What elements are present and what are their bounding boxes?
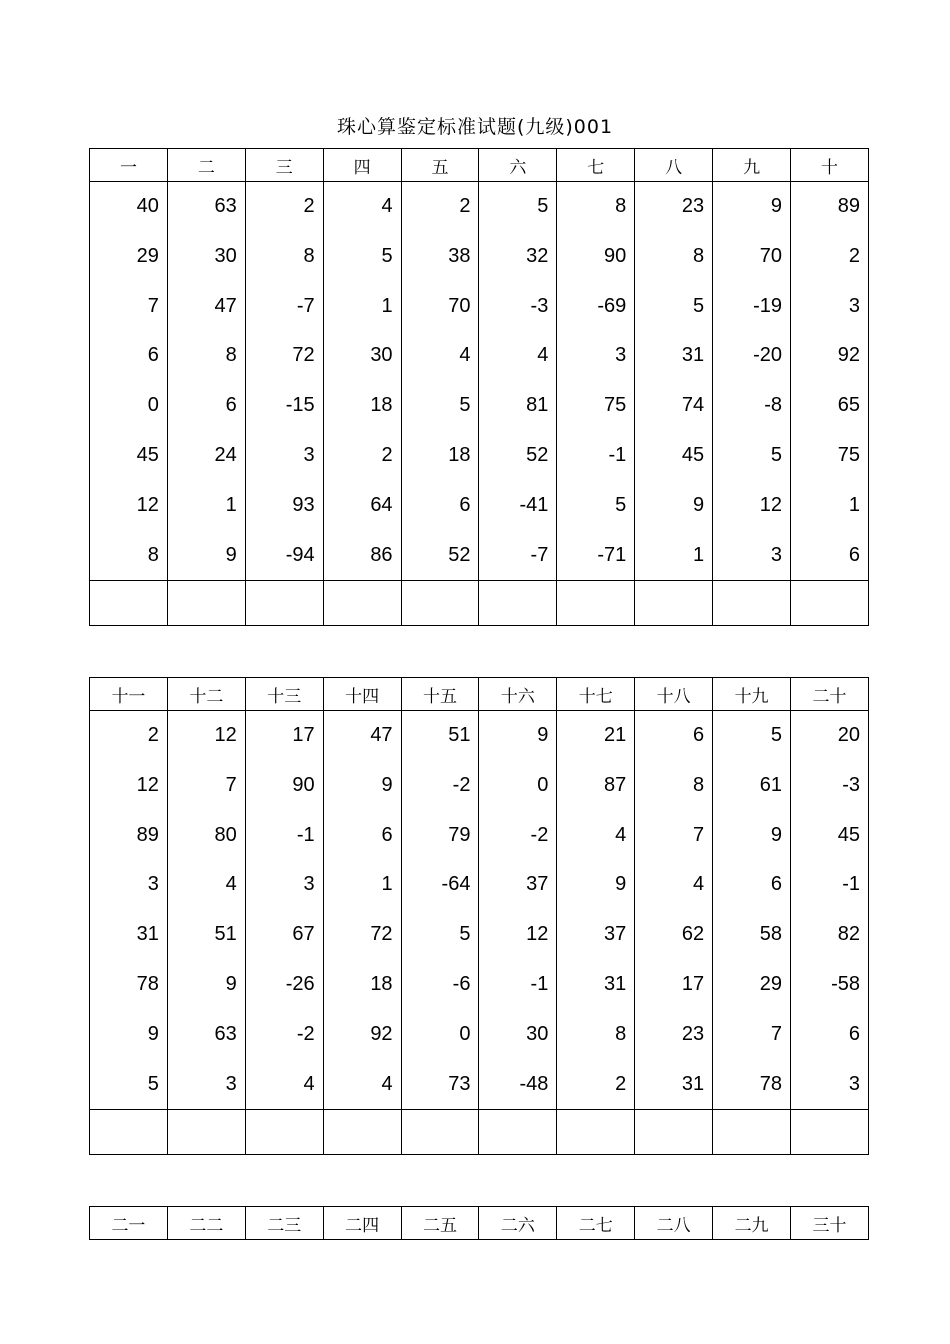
problem-number: 20 (837, 724, 860, 746)
problem-number: 72 (370, 923, 393, 946)
problem-number: -41 (519, 493, 549, 516)
answer-row (90, 581, 869, 626)
column-header: 十六 (479, 678, 557, 711)
problem-number: 5 (147, 1072, 159, 1095)
problem-number: 12 (526, 923, 549, 946)
column-header: 八 (635, 149, 713, 182)
problem-number: -1 (608, 443, 627, 466)
problem-column (791, 182, 869, 581)
column-header: 一 (90, 149, 168, 182)
problem-number: 1 (693, 543, 705, 566)
answer-box[interactable] (713, 581, 791, 626)
problem-number: 86 (370, 543, 393, 566)
problem-number: 8 (693, 244, 705, 267)
problem-number: 89 (837, 195, 860, 217)
problem-number: 52 (448, 543, 471, 566)
answer-box[interactable] (635, 581, 713, 626)
column-header: 二一 (90, 1207, 168, 1240)
problem-number: 9 (225, 972, 237, 995)
problem-column (557, 182, 635, 581)
problem-number: 8 (615, 1022, 627, 1045)
problem-number: 18 (370, 394, 393, 417)
problem-number: 47 (370, 724, 393, 746)
problem-number: 29 (759, 972, 783, 995)
header-row (90, 149, 869, 182)
problem-column (713, 711, 791, 1110)
problem-number: 79 (448, 823, 471, 846)
column-header: 二九 (713, 1207, 791, 1240)
problem-number: 5 (693, 294, 705, 317)
problem-number: 7 (693, 823, 705, 846)
problem-number: 89 (136, 823, 159, 846)
problem-number: 6 (848, 1022, 860, 1045)
problem-number: 12 (136, 493, 159, 516)
column-header: 二十 (791, 678, 869, 711)
answer-box[interactable] (557, 1110, 635, 1155)
problem-number: 0 (537, 773, 549, 796)
problem-column (167, 711, 245, 1110)
problem-number: 9 (693, 493, 705, 516)
problem-number: 5 (459, 923, 471, 946)
problem-number: 32 (526, 244, 549, 267)
problem-column (635, 711, 713, 1110)
problem-number: 52 (526, 443, 549, 466)
answer-box[interactable] (791, 581, 869, 626)
problem-number: 90 (292, 773, 315, 796)
problem-column (791, 711, 869, 1110)
answer-row (90, 1110, 869, 1155)
answer-box[interactable] (323, 1110, 401, 1155)
problem-column (323, 711, 401, 1110)
problem-column (167, 182, 245, 581)
answer-box[interactable] (791, 1110, 869, 1155)
problem-number: -94 (285, 543, 315, 566)
column-header: 十八 (635, 678, 713, 711)
problem-number: 92 (370, 1022, 393, 1045)
problem-table-1 (89, 148, 869, 626)
answer-box[interactable] (90, 1110, 168, 1155)
column-header: 十四 (323, 678, 401, 711)
column-header: 三十 (791, 1207, 869, 1240)
problem-number: -7 (296, 294, 315, 317)
column-header: 十五 (401, 678, 479, 711)
problem-number: 38 (448, 244, 471, 267)
problem-number: 80 (214, 823, 237, 846)
problem-number: 9 (615, 873, 627, 896)
answer-box[interactable] (401, 1110, 479, 1155)
problem-number: 8 (303, 244, 315, 267)
problem-number: 1 (848, 493, 860, 516)
problem-number: 9 (537, 724, 549, 746)
problem-number: 17 (681, 972, 705, 995)
problem-number: 9 (770, 823, 783, 846)
problem-number: 6 (225, 394, 237, 417)
problem-number: 2 (848, 244, 860, 267)
answer-box[interactable] (90, 581, 168, 626)
answer-box[interactable] (401, 581, 479, 626)
problem-number: 75 (837, 443, 860, 466)
problem-number: -1 (296, 823, 315, 846)
problem-number: 70 (448, 294, 471, 317)
column-header: 六 (479, 149, 557, 182)
column-header: 九 (713, 149, 791, 182)
problem-number: 8 (693, 773, 705, 796)
problem-number: -69 (597, 294, 627, 317)
problem-column (479, 711, 557, 1110)
problem-number: -26 (285, 972, 315, 995)
problem-number: -15 (285, 394, 315, 417)
problem-number: 45 (681, 443, 705, 466)
problem-number: 9 (770, 195, 783, 217)
problem-number: 5 (537, 195, 549, 217)
problem-number: 9 (381, 773, 393, 796)
problem-number: 30 (370, 344, 393, 367)
problem-number: 0 (147, 394, 159, 417)
problem-number: 3 (303, 873, 315, 896)
problem-number: 0 (459, 1022, 471, 1045)
problem-number: 7 (225, 773, 237, 796)
problem-number: 2 (615, 1072, 627, 1095)
problem-number: 6 (381, 823, 393, 846)
answer-box[interactable] (479, 1110, 557, 1155)
answer-box[interactable] (245, 581, 323, 626)
problem-number: 3 (848, 294, 860, 317)
problem-number: 4 (537, 344, 549, 367)
problem-number: 70 (759, 244, 783, 267)
problem-number: 1 (381, 294, 393, 317)
problem-number: 3 (848, 1072, 860, 1095)
problem-number: 93 (292, 493, 315, 516)
column-header: 二 (167, 149, 245, 182)
problem-number: 37 (603, 923, 627, 946)
column-header: 三 (245, 149, 323, 182)
problem-number: 12 (214, 724, 237, 746)
problem-number: -48 (519, 1072, 549, 1095)
problem-number: 4 (381, 1072, 393, 1095)
problem-number: 7 (147, 294, 159, 317)
problem-number: 6 (147, 344, 159, 367)
problem-number: 63 (214, 1022, 237, 1045)
problem-column (245, 182, 323, 581)
problem-number: 9 (147, 1022, 159, 1045)
problem-number: 5 (770, 443, 783, 466)
column-header: 十九 (713, 678, 791, 711)
problem-number: 75 (603, 394, 627, 417)
problem-number: -2 (296, 1022, 315, 1045)
problem-number: 72 (292, 344, 315, 367)
problem-number: 45 (837, 823, 860, 846)
problem-number: 90 (603, 244, 627, 267)
answer-box[interactable] (245, 1110, 323, 1155)
problem-number: 51 (448, 724, 471, 746)
problem-number: 87 (603, 773, 627, 796)
column-header: 二三 (245, 1207, 323, 1240)
problem-number: 47 (214, 294, 237, 317)
problem-number: 8 (147, 543, 159, 566)
problem-number: 62 (681, 923, 705, 946)
problem-number: 9 (225, 543, 237, 566)
problem-number: -2 (452, 773, 471, 796)
problem-number: 31 (603, 972, 627, 995)
problem-number: 5 (459, 394, 471, 417)
page-title: 珠心算鉴定标准试题(九级)001 (336, 116, 614, 138)
problem-column (479, 182, 557, 581)
problem-number: 30 (214, 244, 237, 267)
problem-number: 6 (693, 724, 705, 746)
problem-number: 2 (381, 443, 393, 466)
problem-number: 30 (526, 1022, 549, 1045)
problem-number: 45 (136, 443, 159, 466)
problem-number: 6 (459, 493, 471, 516)
header-row (90, 678, 869, 711)
problem-number: 81 (526, 394, 549, 417)
problem-number: 37 (526, 873, 549, 896)
problem-number: -64 (441, 873, 471, 896)
problem-number: 23 (681, 1022, 705, 1045)
problem-number: 29 (136, 244, 159, 267)
problem-number: -1 (842, 873, 860, 896)
answer-box[interactable] (479, 581, 557, 626)
problem-number: 63 (214, 195, 237, 217)
problem-number: 1 (225, 493, 237, 516)
problem-number: 73 (448, 1072, 471, 1095)
problem-number: 61 (759, 773, 783, 796)
problem-number: -58 (831, 972, 860, 995)
problem-number: 3 (303, 443, 315, 466)
problem-number: 4 (693, 873, 705, 896)
problem-number: 92 (837, 344, 860, 367)
column-header: 五 (401, 149, 479, 182)
problem-number: 31 (681, 1072, 705, 1095)
numbers-row (90, 711, 869, 1110)
problem-column (557, 711, 635, 1110)
column-header: 二二 (167, 1207, 245, 1240)
problem-number: 12 (136, 773, 159, 796)
problem-number: 5 (770, 724, 783, 746)
problem-number: 8 (225, 344, 237, 367)
problem-number: 64 (370, 493, 393, 516)
problem-number: 65 (837, 394, 860, 417)
problem-table-2 (89, 677, 869, 1155)
problem-number: 78 (759, 1072, 783, 1095)
problem-column (401, 711, 479, 1110)
problem-number: 82 (837, 923, 860, 946)
problem-number: 4 (459, 344, 471, 367)
problem-number: -71 (597, 543, 627, 566)
column-header: 二七 (557, 1207, 635, 1240)
problem-number: -8 (764, 394, 783, 417)
answer-box[interactable] (167, 581, 245, 626)
problem-number: 2 (303, 195, 315, 217)
problem-column (323, 182, 401, 581)
problem-column (401, 182, 479, 581)
problem-column (90, 711, 168, 1110)
problem-number: 5 (381, 244, 393, 267)
problem-number: -3 (842, 773, 860, 796)
problem-number: 21 (603, 724, 627, 746)
problem-number: 74 (681, 394, 705, 417)
problem-number: 24 (214, 443, 237, 466)
problem-column (245, 711, 323, 1110)
problem-number: 3 (225, 1072, 237, 1095)
problem-number: -7 (530, 543, 549, 566)
problem-number: 78 (136, 972, 159, 995)
problem-number: 23 (681, 195, 705, 217)
problem-number: 18 (370, 972, 393, 995)
problem-number: 58 (759, 923, 783, 946)
problem-number: 4 (225, 873, 237, 896)
problem-number: 40 (136, 195, 159, 217)
column-header: 十一 (90, 678, 168, 711)
column-header: 十三 (245, 678, 323, 711)
problem-number: 4 (615, 823, 627, 846)
answer-box[interactable] (635, 1110, 713, 1155)
problem-number: -1 (530, 972, 549, 995)
column-header: 十 (791, 149, 869, 182)
problem-number: 6 (848, 543, 860, 566)
problem-number: 7 (770, 1022, 783, 1045)
problem-number: 4 (303, 1072, 315, 1095)
problem-column (635, 182, 713, 581)
problem-number: 5 (615, 493, 627, 516)
column-header: 二六 (479, 1207, 557, 1240)
problem-number: 31 (136, 923, 159, 946)
problem-number: 51 (214, 923, 237, 946)
problem-number: 4 (381, 195, 393, 217)
problem-number: 67 (292, 923, 315, 946)
problem-number: 1 (381, 873, 393, 896)
problem-number: -19 (753, 294, 783, 317)
answer-box[interactable] (323, 581, 401, 626)
problem-number: 3 (147, 873, 159, 896)
problem-table-3 (89, 1206, 869, 1240)
problem-number: 8 (615, 195, 627, 217)
column-header: 七 (557, 149, 635, 182)
column-header: 二五 (401, 1207, 479, 1240)
problem-number: 3 (770, 543, 783, 566)
problem-column (713, 182, 791, 581)
problem-column (90, 182, 168, 581)
column-header: 四 (323, 149, 401, 182)
numbers-row (90, 182, 869, 581)
column-header: 十七 (557, 678, 635, 711)
problem-number: -3 (530, 294, 549, 317)
problem-number: 31 (681, 344, 705, 367)
column-header: 二四 (323, 1207, 401, 1240)
header-row (90, 1207, 869, 1240)
answer-box[interactable] (713, 1110, 791, 1155)
problem-number: 17 (292, 724, 315, 746)
problem-number: 6 (770, 873, 783, 896)
answer-box[interactable] (557, 581, 635, 626)
problem-number: 3 (615, 344, 627, 367)
problem-number: -6 (452, 972, 471, 995)
problem-number: -20 (753, 344, 783, 367)
problem-number: 18 (448, 443, 471, 466)
column-header: 十二 (167, 678, 245, 711)
problem-number: -2 (530, 823, 549, 846)
problem-number: 12 (759, 493, 783, 516)
answer-box[interactable] (167, 1110, 245, 1155)
problem-number: 2 (147, 724, 159, 746)
problem-number: 2 (459, 195, 471, 217)
column-header: 二八 (635, 1207, 713, 1240)
